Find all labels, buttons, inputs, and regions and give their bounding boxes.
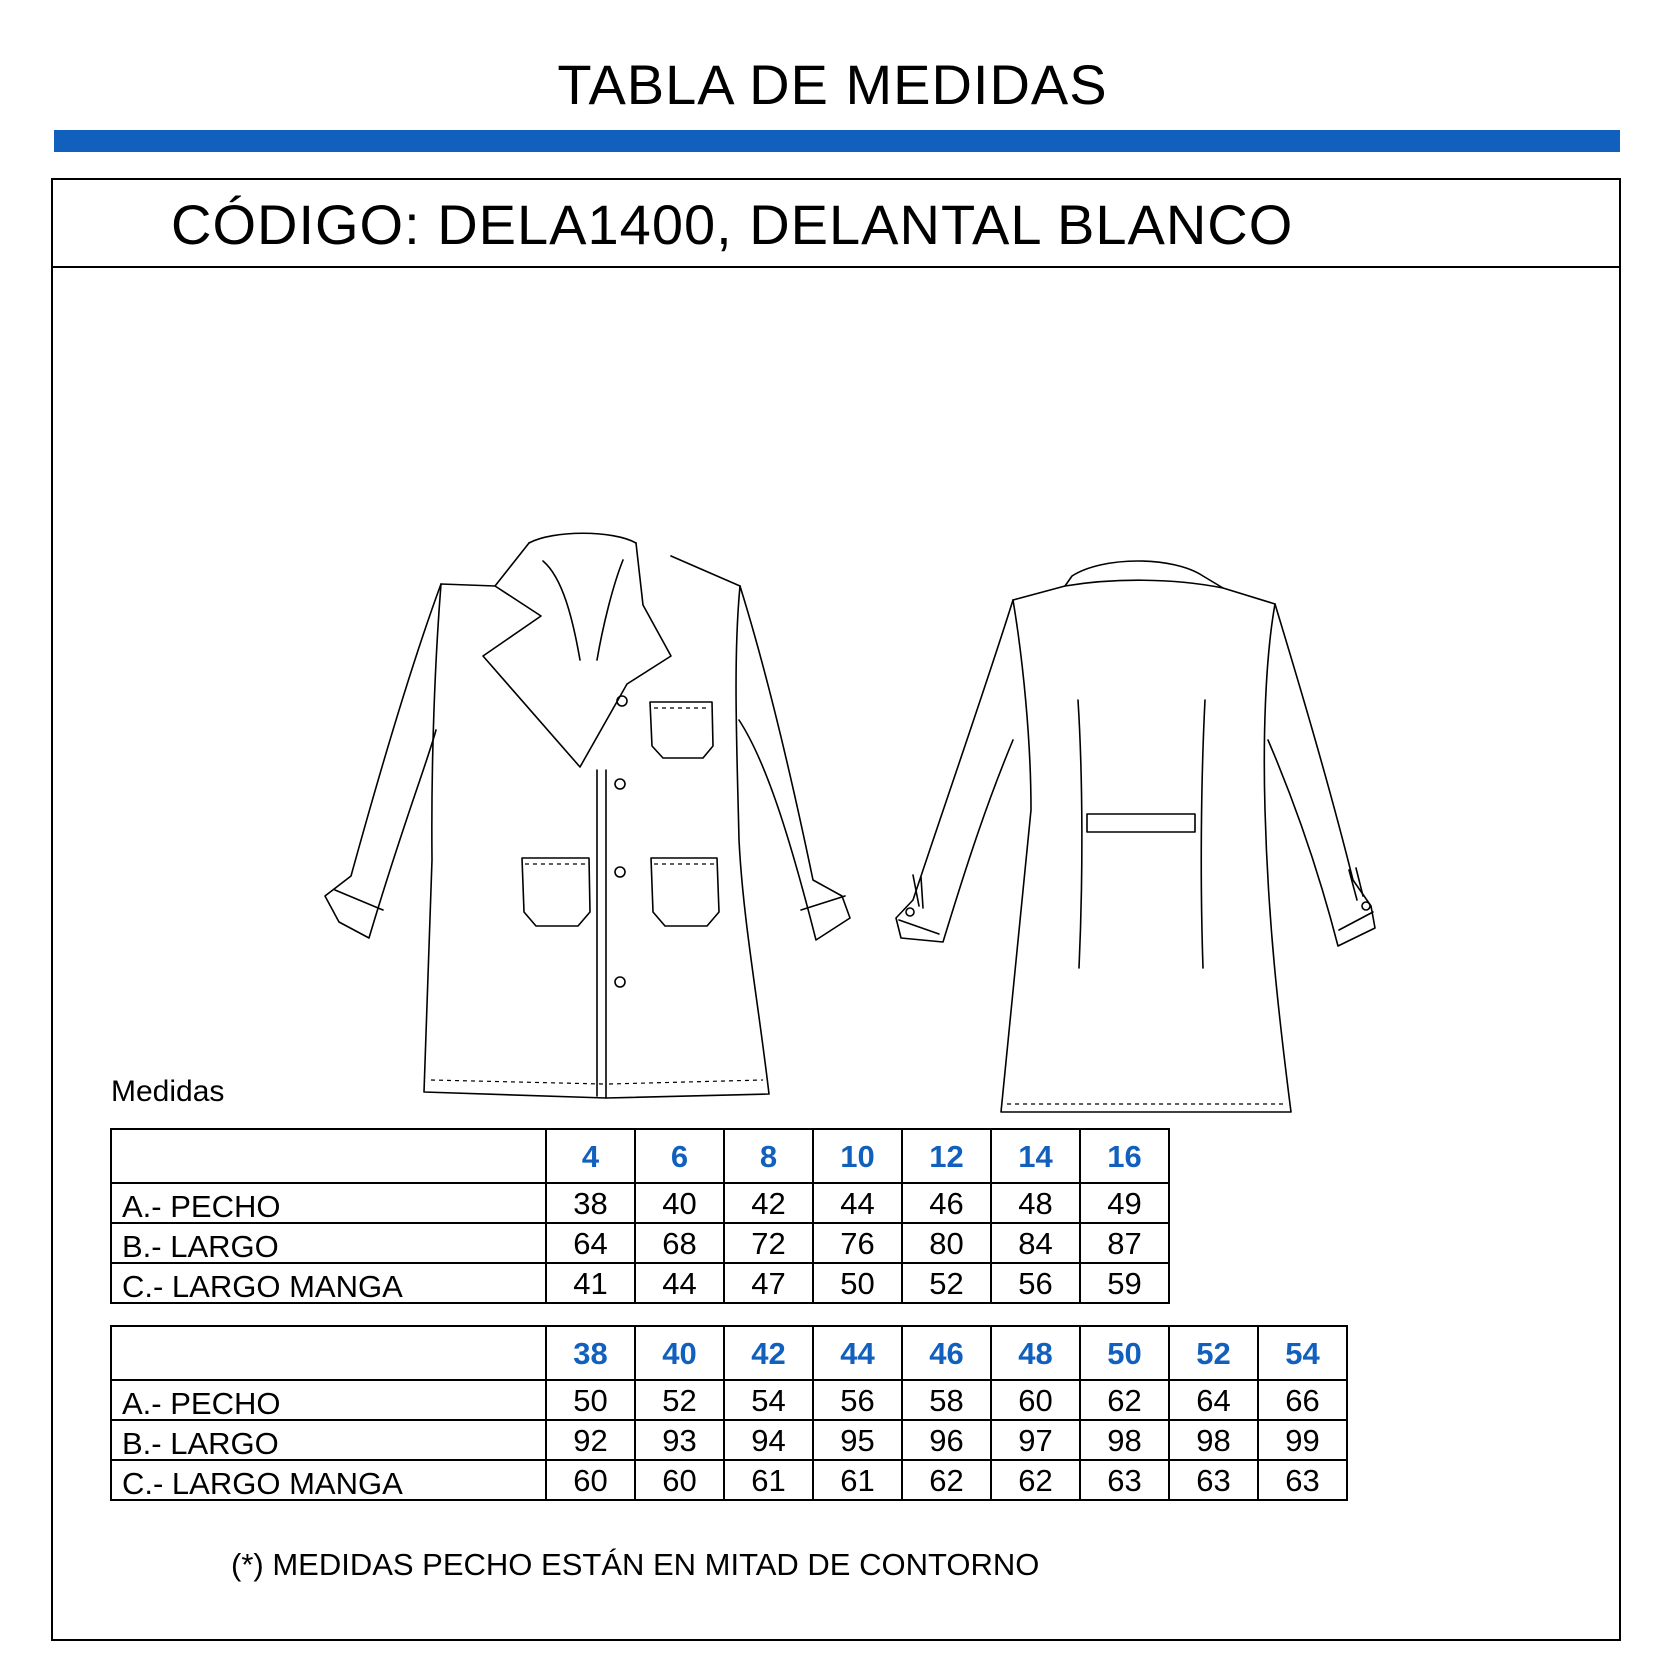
cell: 61 [724,1460,813,1500]
size-header: 4 [546,1129,635,1183]
cell: 56 [813,1380,902,1420]
lab-coat-back-illustration [896,561,1375,1112]
cell: 68 [635,1223,724,1263]
cell: 60 [546,1460,635,1500]
cell: 62 [902,1460,991,1500]
cell: 63 [1080,1460,1169,1500]
cell: 76 [813,1223,902,1263]
size-header: 6 [635,1129,724,1183]
cell: 62 [1080,1380,1169,1420]
size-header: 10 [813,1129,902,1183]
size-table-children [110,1128,1170,1304]
cell: 60 [991,1380,1080,1420]
table-row [111,1183,1169,1223]
cell: 97 [991,1420,1080,1460]
size-header: 54 [1258,1326,1347,1380]
cell: 38 [546,1183,635,1223]
row-label: A.- PECHO [111,1380,546,1420]
cell: 64 [1169,1380,1258,1420]
table-row [111,1420,1347,1460]
size-header: 14 [991,1129,1080,1183]
table-row [111,1223,1169,1263]
cell: 50 [546,1380,635,1420]
cell: 41 [546,1263,635,1303]
product-code-row [53,180,1619,268]
cell: 80 [902,1223,991,1263]
footnote: (*) MEDIDAS PECHO ESTÁN EN MITAD DE CONTORNO [231,1547,1040,1582]
cell: 84 [991,1223,1080,1263]
size-header-row [111,1129,1169,1183]
row-label: C.- LARGO MANGA [111,1460,546,1500]
cell: 52 [902,1263,991,1303]
cell: 54 [724,1380,813,1420]
row-label: C.- LARGO MANGA [111,1263,546,1303]
table-row [111,1263,1169,1303]
table-row [111,1460,1347,1500]
cell: 56 [991,1263,1080,1303]
page-title: TABLA DE MEDIDAS [557,53,1108,116]
cell: 94 [724,1420,813,1460]
cell: 42 [724,1183,813,1223]
cell: 92 [546,1420,635,1460]
header-empty-cell [111,1129,546,1183]
table-row [111,1380,1347,1420]
size-header: 16 [1080,1129,1169,1183]
cell: 40 [635,1183,724,1223]
size-header: 52 [1169,1326,1258,1380]
size-header-row [111,1326,1347,1380]
cell: 61 [813,1460,902,1500]
lab-coat-front-illustration [325,533,850,1098]
size-header: 48 [991,1326,1080,1380]
cell: 50 [813,1263,902,1303]
cell: 62 [991,1460,1080,1500]
cell: 96 [902,1420,991,1460]
cell: 64 [546,1223,635,1263]
size-header: 50 [1080,1326,1169,1380]
cell: 63 [1258,1460,1347,1500]
garment-illustrations [53,360,1619,1160]
row-label: B.- LARGO [111,1420,546,1460]
cell: 72 [724,1223,813,1263]
size-header: 44 [813,1326,902,1380]
header-empty-cell [111,1326,546,1380]
row-label: A.- PECHO [111,1183,546,1223]
cell: 98 [1080,1420,1169,1460]
cell: 66 [1258,1380,1347,1420]
cell: 63 [1169,1460,1258,1500]
cell: 93 [635,1420,724,1460]
cell: 59 [1080,1263,1169,1303]
product-code: CÓDIGO: DELA1400, DELANTAL BLANCO [171,193,1294,256]
size-header: 8 [724,1129,813,1183]
spec-sheet-frame [51,178,1621,1641]
cell: 49 [1080,1183,1169,1223]
cell: 95 [813,1420,902,1460]
size-header: 40 [635,1326,724,1380]
cell: 87 [1080,1223,1169,1263]
size-header: 38 [546,1326,635,1380]
cell: 44 [635,1263,724,1303]
size-header: 42 [724,1326,813,1380]
cell: 98 [1169,1420,1258,1460]
cell: 60 [635,1460,724,1500]
cell: 46 [902,1183,991,1223]
title-accent-bar [54,130,1620,152]
measurements-label: Medidas [111,1075,225,1108]
size-table-adults [110,1325,1348,1501]
cell: 58 [902,1380,991,1420]
cell: 52 [635,1380,724,1420]
row-label: B.- LARGO [111,1223,546,1263]
cell: 99 [1258,1420,1347,1460]
cell: 47 [724,1263,813,1303]
size-header: 12 [902,1129,991,1183]
cell: 48 [991,1183,1080,1223]
size-header: 46 [902,1326,991,1380]
cell: 44 [813,1183,902,1223]
